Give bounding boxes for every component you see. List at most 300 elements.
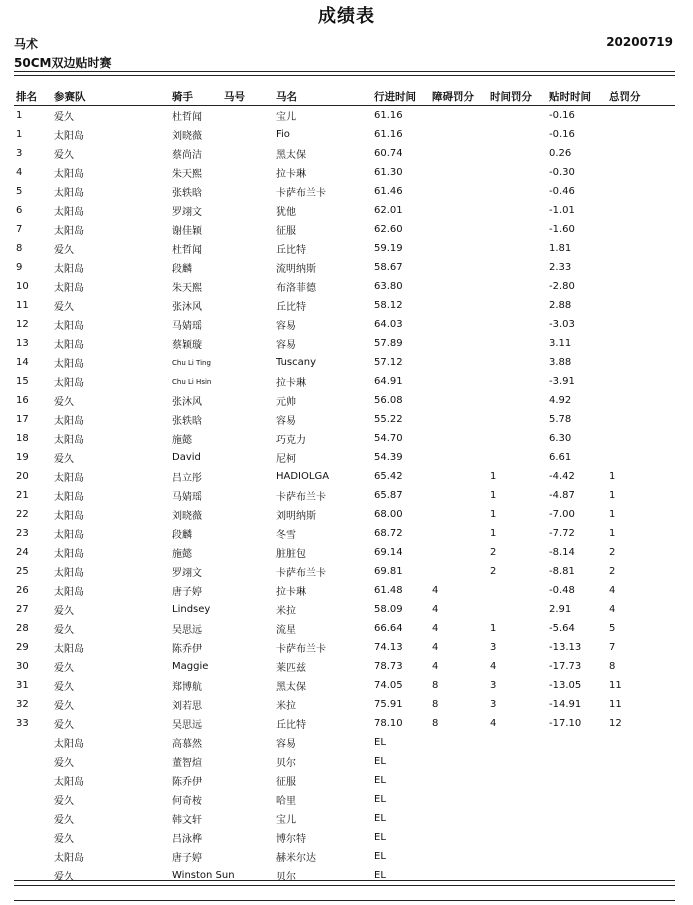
cell-time: 58.09 bbox=[374, 604, 403, 615]
page-title: 成绩表 bbox=[318, 6, 375, 27]
cell-team: 太阳岛 bbox=[54, 530, 84, 541]
cell-horse-no bbox=[222, 296, 274, 315]
cell-team: 太阳岛 bbox=[54, 777, 84, 788]
cell-optimum-diff: 0.26 bbox=[549, 148, 572, 159]
cell-horse-no bbox=[222, 220, 274, 239]
col-header-time: 行进时间 bbox=[374, 91, 416, 103]
cell-rank: 7 bbox=[16, 224, 23, 235]
table-row bbox=[14, 163, 675, 182]
cell-horse-name: 卡萨布兰卡 bbox=[276, 188, 326, 199]
cell-time: EL bbox=[374, 756, 386, 767]
cell-rank: 20 bbox=[16, 471, 29, 482]
cell-team: 爱久 bbox=[54, 606, 74, 617]
cell-total-penalty bbox=[607, 790, 675, 809]
col-header-optimum-diff: 贴时时间 bbox=[549, 91, 591, 103]
cell-total-penalty: 2 bbox=[609, 566, 616, 577]
cell-total-penalty: 1 bbox=[609, 528, 616, 539]
cell-team: 太阳岛 bbox=[54, 511, 84, 522]
cell-time-penalty bbox=[488, 144, 547, 163]
cell-jump-penalty: 4 bbox=[432, 642, 439, 653]
cell-total-penalty: 2 bbox=[609, 547, 616, 558]
cell-rider: 吴思远 bbox=[172, 625, 202, 636]
cell-horse-name: 莱匹兹 bbox=[276, 663, 306, 674]
cell-optimum-diff: -7.72 bbox=[549, 528, 575, 539]
cell-rider: 郑博航 bbox=[172, 682, 202, 693]
table-row bbox=[14, 486, 675, 505]
cell-time-penalty bbox=[488, 790, 547, 809]
cell-team: 太阳岛 bbox=[54, 587, 84, 598]
cell-rank bbox=[14, 790, 52, 809]
cell-time-penalty bbox=[488, 391, 547, 410]
cell-rank: 17 bbox=[16, 414, 29, 425]
cell-rider: 韩文轩 bbox=[172, 815, 202, 826]
footer-divider-bottom bbox=[14, 900, 675, 901]
cell-team: 爱久 bbox=[54, 720, 74, 731]
cell-total-penalty bbox=[607, 809, 675, 828]
cell-total-penalty: 1 bbox=[609, 471, 616, 482]
table-row bbox=[14, 429, 675, 448]
cell-horse-no bbox=[222, 334, 274, 353]
cell-optimum-diff: -2.80 bbox=[549, 281, 575, 292]
table-row bbox=[14, 467, 675, 486]
header-divider-bottom bbox=[14, 75, 675, 76]
cell-rider: 唐子婷 bbox=[172, 853, 202, 864]
col-header-rank: 排名 bbox=[16, 91, 37, 103]
cell-team: 太阳岛 bbox=[54, 473, 84, 484]
cell-horse-name: 卡萨布兰卡 bbox=[276, 644, 326, 655]
cell-optimum-diff: -17.10 bbox=[549, 718, 582, 729]
cell-rider: 刘晓薇 bbox=[172, 131, 202, 142]
cell-horse-name: 犹他 bbox=[276, 207, 296, 218]
cell-horse-name: 脏脏包 bbox=[276, 549, 306, 560]
cell-horse-name: 贝尔 bbox=[276, 872, 296, 883]
cell-team: 太阳岛 bbox=[54, 131, 84, 142]
cell-optimum-diff: -0.46 bbox=[549, 186, 575, 197]
cell-horse-no bbox=[222, 372, 274, 391]
table-row bbox=[14, 866, 675, 886]
cell-jump-penalty bbox=[430, 524, 488, 543]
table-row bbox=[14, 334, 675, 353]
cell-time-penalty bbox=[488, 258, 547, 277]
cell-jump-penalty bbox=[430, 429, 488, 448]
cell-total-penalty bbox=[607, 372, 675, 391]
cell-time-penalty: 3 bbox=[490, 699, 497, 710]
cell-time-penalty bbox=[488, 771, 547, 790]
cell-horse-no bbox=[222, 562, 274, 581]
cell-team: 太阳岛 bbox=[54, 188, 84, 199]
cell-optimum-diff: 1.81 bbox=[549, 243, 572, 254]
cell-time: 66.64 bbox=[374, 623, 403, 634]
cell-time-penalty: 3 bbox=[490, 642, 497, 653]
cell-jump-penalty bbox=[430, 334, 488, 353]
cell-team: 太阳岛 bbox=[54, 359, 84, 370]
cell-team: 太阳岛 bbox=[54, 321, 84, 332]
cell-time: EL bbox=[374, 794, 386, 805]
cell-horse-no bbox=[222, 695, 274, 714]
cell-total-penalty bbox=[607, 429, 675, 448]
cell-total-penalty bbox=[607, 239, 675, 258]
cell-rank: 24 bbox=[16, 547, 29, 558]
cell-time: EL bbox=[374, 737, 386, 748]
cell-rank bbox=[14, 752, 52, 771]
table-row bbox=[14, 296, 675, 315]
cell-total-penalty: 4 bbox=[609, 604, 616, 615]
cell-horse-no bbox=[222, 581, 274, 600]
cell-rider: 陈乔伊 bbox=[172, 777, 202, 788]
table-row bbox=[14, 790, 675, 809]
cell-team: 太阳岛 bbox=[54, 283, 84, 294]
cell-horse-no bbox=[222, 315, 274, 334]
cell-rider: 罗翊文 bbox=[172, 207, 202, 218]
cell-optimum-diff: 5.78 bbox=[549, 414, 572, 425]
cell-jump-penalty bbox=[430, 771, 488, 790]
cell-horse-name: 米拉 bbox=[276, 701, 296, 712]
cell-jump-penalty bbox=[430, 315, 488, 334]
cell-rider: 高慕然 bbox=[172, 739, 202, 750]
cell-rider: 段麟 bbox=[172, 530, 192, 541]
cell-jump-penalty bbox=[430, 163, 488, 182]
cell-total-penalty bbox=[607, 125, 675, 144]
cell-rank: 1 bbox=[16, 110, 23, 121]
cell-rider: 马婧瑶 bbox=[172, 492, 202, 503]
cell-rider: 何奇桉 bbox=[172, 796, 202, 807]
cell-optimum-diff: -3.03 bbox=[549, 319, 575, 330]
cell-horse-no bbox=[222, 676, 274, 695]
event-date: 20200719 bbox=[606, 35, 673, 49]
table-row bbox=[14, 410, 675, 429]
cell-jump-penalty bbox=[430, 220, 488, 239]
cell-optimum-diff: 4.92 bbox=[549, 395, 572, 406]
table-row bbox=[14, 182, 675, 201]
cell-horse-no bbox=[222, 429, 274, 448]
cell-rider: 马婧瑶 bbox=[172, 321, 202, 332]
cell-total-penalty: 5 bbox=[609, 623, 616, 634]
cell-horse-name: 赫米尔达 bbox=[276, 853, 316, 864]
cell-rider: 罗翊文 bbox=[172, 568, 202, 579]
table-row bbox=[14, 619, 675, 638]
cell-optimum-diff: -4.87 bbox=[549, 490, 575, 501]
cell-jump-penalty bbox=[430, 277, 488, 296]
cell-optimum-diff: -14.91 bbox=[549, 699, 582, 710]
cell-rider: 杜哲闻 bbox=[172, 245, 202, 256]
cell-time: 61.46 bbox=[374, 186, 403, 197]
cell-optimum-diff: -7.00 bbox=[549, 509, 575, 520]
cell-jump-penalty bbox=[430, 543, 488, 562]
cell-horse-no bbox=[222, 714, 274, 733]
cell-team: 爱久 bbox=[54, 682, 74, 693]
cell-rider: Lindsey bbox=[172, 604, 211, 615]
table-row bbox=[14, 581, 675, 600]
cell-horse-no bbox=[222, 106, 274, 126]
cell-horse-name: Tuscany bbox=[276, 357, 317, 368]
cell-jump-penalty bbox=[430, 486, 488, 505]
cell-horse-name: 贝尔 bbox=[276, 758, 296, 769]
col-header-jump-penalty: 障碍罚分 bbox=[432, 91, 474, 103]
cell-horse-name: 尼柯 bbox=[276, 454, 296, 465]
cell-jump-penalty bbox=[430, 182, 488, 201]
table-row bbox=[14, 809, 675, 828]
cell-time: 69.81 bbox=[374, 566, 403, 577]
cell-horse-no bbox=[222, 182, 274, 201]
cell-rank: 5 bbox=[16, 186, 23, 197]
cell-total-penalty: 1 bbox=[609, 490, 616, 501]
cell-rider: 吕立彤 bbox=[172, 473, 202, 484]
cell-optimum-diff bbox=[547, 790, 607, 809]
cell-total-penalty bbox=[607, 448, 675, 467]
cell-horse-name: HADIOLGA bbox=[276, 471, 330, 482]
cell-horse-no bbox=[222, 410, 274, 429]
cell-time-penalty: 4 bbox=[490, 718, 497, 729]
cell-horse-no bbox=[222, 619, 274, 638]
cell-time: 57.89 bbox=[374, 338, 403, 349]
cell-jump-penalty: 4 bbox=[432, 585, 439, 596]
cell-rank bbox=[14, 866, 52, 886]
cell-total-penalty: 7 bbox=[609, 642, 616, 653]
cell-rider: 陈乔伊 bbox=[172, 644, 202, 655]
footer-divider-top bbox=[14, 880, 675, 881]
table-row bbox=[14, 600, 675, 619]
cell-time-penalty: 2 bbox=[490, 566, 497, 577]
cell-time-penalty bbox=[488, 125, 547, 144]
cell-optimum-diff: -8.14 bbox=[549, 547, 575, 558]
cell-optimum-diff: -1.60 bbox=[549, 224, 575, 235]
cell-rider: 张沐风 bbox=[172, 302, 202, 313]
cell-optimum-diff: -1.01 bbox=[549, 205, 575, 216]
cell-time: 64.03 bbox=[374, 319, 403, 330]
cell-time-penalty bbox=[488, 277, 547, 296]
cell-jump-penalty: 4 bbox=[432, 661, 439, 672]
cell-horse-name: 刘明纳斯 bbox=[276, 511, 316, 522]
header-divider-top bbox=[14, 71, 675, 72]
sport-category: 马术 bbox=[14, 37, 39, 51]
table-row bbox=[14, 733, 675, 752]
cell-optimum-diff: -13.05 bbox=[549, 680, 582, 691]
cell-time-penalty bbox=[488, 163, 547, 182]
cell-total-penalty: 8 bbox=[609, 661, 616, 672]
cell-horse-name: 宝儿 bbox=[276, 815, 296, 826]
event-name: 50CM双边贴时赛 bbox=[14, 56, 112, 70]
cell-jump-penalty: 4 bbox=[432, 623, 439, 634]
cell-horse-no bbox=[222, 353, 274, 372]
cell-rider: 施懿 bbox=[172, 549, 192, 560]
cell-team: 太阳岛 bbox=[54, 492, 84, 503]
table-row bbox=[14, 201, 675, 220]
cell-time-penalty bbox=[488, 847, 547, 866]
cell-horse-name: 流明纳斯 bbox=[276, 264, 316, 275]
cell-rank: 9 bbox=[16, 262, 23, 273]
cell-total-penalty bbox=[607, 828, 675, 847]
cell-jump-penalty bbox=[430, 467, 488, 486]
cell-time-penalty: 4 bbox=[490, 661, 497, 672]
cell-team: 太阳岛 bbox=[54, 340, 84, 351]
cell-rider: 刘晓薇 bbox=[172, 511, 202, 522]
cell-horse-no bbox=[222, 771, 274, 790]
cell-horse-name: 丘比特 bbox=[276, 245, 306, 256]
cell-rank: 14 bbox=[16, 357, 29, 368]
cell-horse-name: 冬雪 bbox=[276, 530, 296, 541]
cell-total-penalty bbox=[607, 220, 675, 239]
cell-rider: 段麟 bbox=[172, 264, 192, 275]
cell-rank: 25 bbox=[16, 566, 29, 577]
cell-team: 太阳岛 bbox=[54, 739, 84, 750]
cell-horse-no bbox=[222, 201, 274, 220]
cell-team: 爱久 bbox=[54, 796, 74, 807]
cell-time: EL bbox=[374, 851, 386, 862]
cell-team: 太阳岛 bbox=[54, 169, 84, 180]
cell-time: 62.60 bbox=[374, 224, 403, 235]
cell-horse-name: 拉卡琳 bbox=[276, 378, 306, 389]
cell-time: 59.19 bbox=[374, 243, 403, 254]
cell-rank bbox=[14, 771, 52, 790]
table-row bbox=[14, 524, 675, 543]
cell-horse-name: 宝儿 bbox=[276, 112, 296, 123]
cell-time-penalty bbox=[488, 733, 547, 752]
cell-time: 61.16 bbox=[374, 129, 403, 140]
cell-horse-name: 黑太保 bbox=[276, 150, 306, 161]
cell-rank: 15 bbox=[16, 376, 29, 387]
cell-horse-name: 丘比特 bbox=[276, 720, 306, 731]
col-header-rider: 骑手 bbox=[172, 91, 193, 103]
cell-optimum-diff: 3.88 bbox=[549, 357, 572, 368]
table-row bbox=[14, 695, 675, 714]
cell-team: 爱久 bbox=[54, 872, 74, 883]
cell-rider: Maggie bbox=[172, 661, 209, 672]
cell-total-penalty: 11 bbox=[609, 699, 622, 710]
cell-horse-no bbox=[222, 486, 274, 505]
cell-optimum-diff bbox=[547, 847, 607, 866]
cell-jump-penalty: 8 bbox=[432, 718, 439, 729]
cell-team: 爱久 bbox=[54, 834, 74, 845]
cell-time-penalty bbox=[488, 201, 547, 220]
cell-time-penalty bbox=[488, 353, 547, 372]
cell-time-penalty: 3 bbox=[490, 680, 497, 691]
cell-time: 68.72 bbox=[374, 528, 403, 539]
cell-time: 78.73 bbox=[374, 661, 403, 672]
cell-horse-no bbox=[222, 733, 274, 752]
cell-time-penalty bbox=[488, 828, 547, 847]
cell-jump-penalty: 8 bbox=[432, 680, 439, 691]
cell-rank bbox=[14, 828, 52, 847]
cell-time: 54.39 bbox=[374, 452, 403, 463]
cell-horse-no bbox=[222, 239, 274, 258]
cell-time: 75.91 bbox=[374, 699, 403, 710]
cell-horse-no bbox=[222, 125, 274, 144]
cell-horse-no bbox=[222, 600, 274, 619]
cell-optimum-diff: 6.61 bbox=[549, 452, 572, 463]
table-row bbox=[14, 258, 675, 277]
cell-team: 爱久 bbox=[54, 625, 74, 636]
cell-optimum-diff: -13.13 bbox=[549, 642, 582, 653]
table-row bbox=[14, 448, 675, 467]
cell-time: 62.01 bbox=[374, 205, 403, 216]
cell-time: 78.10 bbox=[374, 718, 403, 729]
cell-time-penalty bbox=[488, 372, 547, 391]
cell-rank: 29 bbox=[16, 642, 29, 653]
cell-total-penalty bbox=[607, 334, 675, 353]
cell-optimum-diff: 2.33 bbox=[549, 262, 572, 273]
cell-rider: 张轶晗 bbox=[172, 188, 202, 199]
cell-total-penalty: 1 bbox=[609, 509, 616, 520]
cell-optimum-diff bbox=[547, 733, 607, 752]
cell-rank bbox=[14, 733, 52, 752]
cell-team: 爱久 bbox=[54, 150, 74, 161]
cell-team: 太阳岛 bbox=[54, 378, 84, 389]
cell-time: 55.22 bbox=[374, 414, 403, 425]
cell-rank: 1 bbox=[16, 129, 23, 140]
cell-horse-name: 征服 bbox=[276, 226, 296, 237]
cell-team: 太阳岛 bbox=[54, 549, 84, 560]
cell-time-penalty bbox=[488, 410, 547, 429]
cell-rank: 19 bbox=[16, 452, 29, 463]
cell-rank: 6 bbox=[16, 205, 23, 216]
cell-jump-penalty bbox=[430, 372, 488, 391]
cell-team: 太阳岛 bbox=[54, 644, 84, 655]
cell-rider: Chu Li Hsin bbox=[172, 377, 212, 386]
cell-time: 61.16 bbox=[374, 110, 403, 121]
cell-rank: 10 bbox=[16, 281, 29, 292]
cell-team: 太阳岛 bbox=[54, 568, 84, 579]
cell-rank: 28 bbox=[16, 623, 29, 634]
cell-time: 58.67 bbox=[374, 262, 403, 273]
cell-rank: 32 bbox=[16, 699, 29, 710]
cell-total-penalty bbox=[607, 866, 675, 886]
cell-horse-no bbox=[222, 448, 274, 467]
cell-team: 爱久 bbox=[54, 701, 74, 712]
cell-rank: 4 bbox=[16, 167, 23, 178]
cell-time-penalty bbox=[488, 315, 547, 334]
cell-jump-penalty: 8 bbox=[432, 699, 439, 710]
cell-time-penalty bbox=[488, 334, 547, 353]
cell-time-penalty bbox=[488, 429, 547, 448]
cell-time-penalty: 2 bbox=[490, 547, 497, 558]
cell-team: 太阳岛 bbox=[54, 435, 84, 446]
cell-rider: 唐子婷 bbox=[172, 587, 202, 598]
table-row bbox=[14, 714, 675, 733]
cell-horse-no bbox=[222, 828, 274, 847]
cell-time-penalty bbox=[488, 581, 547, 600]
cell-time-penalty bbox=[488, 448, 547, 467]
table-row bbox=[14, 505, 675, 524]
cell-jump-penalty bbox=[430, 258, 488, 277]
cell-horse-no bbox=[222, 524, 274, 543]
cell-rider: Chu Li Ting bbox=[172, 358, 211, 367]
cell-total-penalty bbox=[607, 847, 675, 866]
cell-time-penalty bbox=[488, 752, 547, 771]
table-row bbox=[14, 391, 675, 410]
cell-time: 65.87 bbox=[374, 490, 403, 501]
cell-rider: David bbox=[172, 452, 201, 463]
cell-optimum-diff: -17.73 bbox=[549, 661, 582, 672]
table-row bbox=[14, 771, 675, 790]
cell-rank: 23 bbox=[16, 528, 29, 539]
cell-total-penalty bbox=[607, 182, 675, 201]
cell-optimum-diff: 2.88 bbox=[549, 300, 572, 311]
cell-optimum-diff: 2.91 bbox=[549, 604, 572, 615]
table-row bbox=[14, 847, 675, 866]
cell-rank: 22 bbox=[16, 509, 29, 520]
table-row bbox=[14, 277, 675, 296]
cell-time-penalty bbox=[488, 239, 547, 258]
table-row bbox=[14, 144, 675, 163]
cell-optimum-diff: -3.91 bbox=[549, 376, 575, 387]
cell-optimum-diff bbox=[547, 752, 607, 771]
col-header-total-penalty: 总罚分 bbox=[609, 91, 641, 103]
cell-team: 太阳岛 bbox=[54, 207, 84, 218]
col-header-team: 参赛队 bbox=[54, 91, 86, 103]
cell-horse-name: 卡萨布兰卡 bbox=[276, 568, 326, 579]
cell-optimum-diff bbox=[547, 771, 607, 790]
cell-jump-penalty bbox=[430, 562, 488, 581]
